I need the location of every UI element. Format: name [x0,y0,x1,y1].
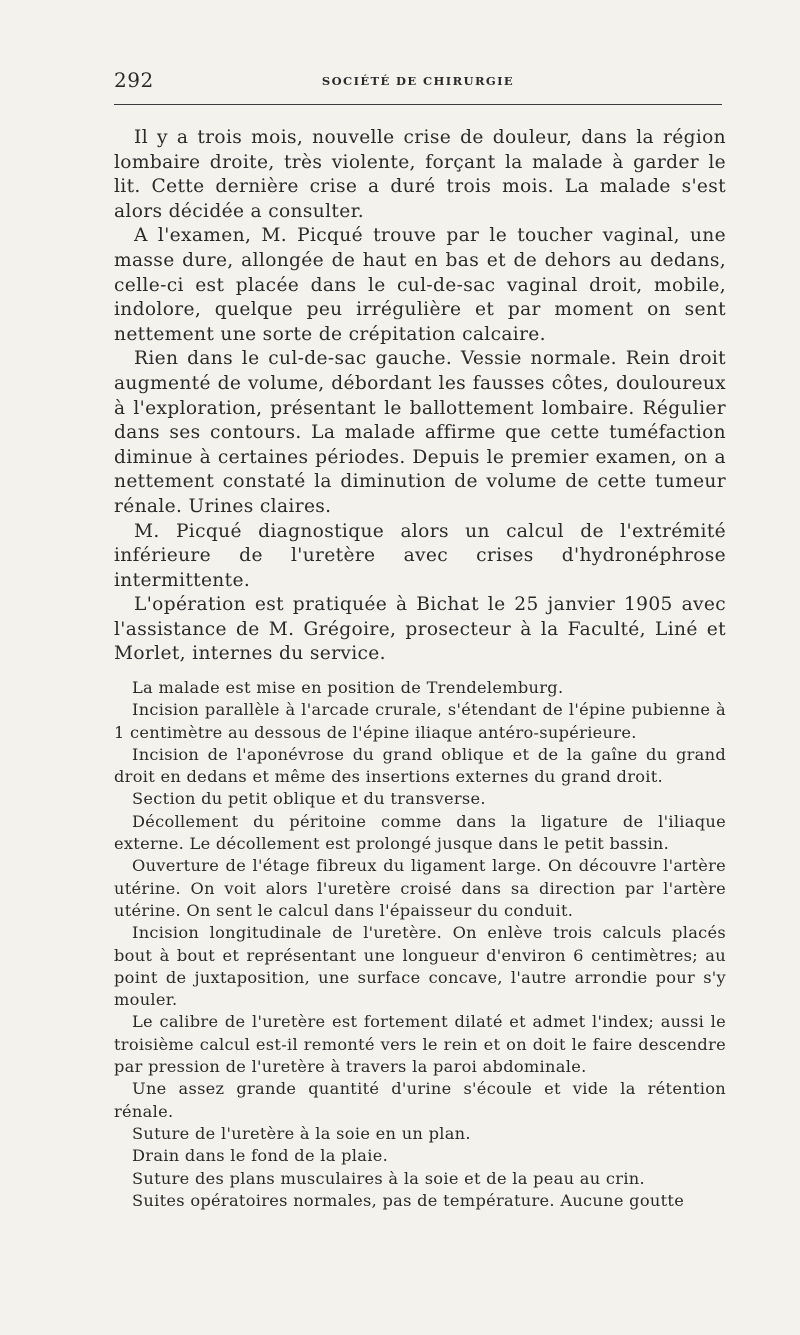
op-step-drain: Drain dans le fond de la plaie. [132,1146,389,1166]
op-step-ureter-incision: Incision longitudinale de l'uretère. On enlève trois calculs placés bout à bout et représentant une longueur d'environ 6 centimètres; au point de juxtaposition, une surface concave, l'autre arrondie pour s'y mouler. [114,923,726,1010]
op-step-ligament: Ouverture de l'étage fibreux du ligament large. On découvre l'artère utérine. On voit alors l'uretère croisé dans sa direction par l'artère utérine. On sent le calcul dans l'épaisseur du conduit. [114,856,726,920]
paragraph-examination: A l'examen, M. Picqué trouve par le toucher vaginal, une masse dure, allongée de haut en bas et de dehors au dedans, celle-ci est placée dans le cul-de-sac vaginal droit, mobile, indolore, quelque peu irrégulière et par moment on sent nettement une sorte de crépitation calcaire. [114,225,726,345]
op-step-position: La malade est mise en position de Trendelemburg. [132,678,564,697]
page-header [114,68,722,98]
paragraph-crisis: Il y a trois mois, nouvelle crise de douleur, dans la région lombaire droite, très violente, forçant la malade à garder le lit. Cette dernière crise a duré trois mois. La malade s'est alors décidée a consulter. [114,127,726,222]
page-number: 292 [114,68,154,92]
op-step-incision: Incision parallèle à l'arcade crurale, s'étendant de l'épine pubienne à 1 centimètre au dessous de l'épine iliaque antéro-supérieure. [114,700,726,742]
paragraph-diagnosis: M. Picqué diagnostique alors un calcul de l'extrémité inférieure de l'uretère avec crises d'hydronéphrose intermittente. [114,520,726,591]
op-step-muscle-suture: Suture des plans musculaires à la soie et de la peau au crin. [132,1168,645,1188]
op-step-aponeurosis: Incision de l'aponévrose du grand oblique et de la gaîne du grand droit en dedans et même des insertions externes du grand droit. [114,744,726,787]
case-history-text [114,126,726,667]
running-title: SOCIÉTÉ DE CHIRURGIE [321,74,515,88]
paragraph-operation-date: L'opération est pratiquée à Bichat le 25 janvier 1905 avec l'assistance de M. Grégoire, prosecteur à la Faculté, Liné et Morlet, internes du service. [114,594,726,665]
op-step-calibre: Le calibre de l'uretère est fortement dilaté et admet l'index; aussi le troisième calcul est-il remonté vers le rein et on doit le faire descendre par pression de l'uretère à travers la paroi abdominale. [114,1012,726,1077]
header-rule [114,104,722,105]
op-step-urine: Une assez grande quantité d'urine s'écoule et vide la rétention rénale. [114,1079,726,1121]
op-step-peritoneum: Décollement du péritoine comme dans la ligature de l'iliaque externe. Le décollement est prolongé jusque dans le petit bassin. [114,811,726,854]
op-step-section: Section du petit oblique et du transverse. [132,789,486,809]
op-step-aftermath: Suites opératoires normales, pas de température. Aucune goutte [132,1190,685,1210]
paragraph-findings: Rien dans le cul-de-sac gauche. Vessie normale. Rein droit augmenté de volume, débordant les fausses côtes, douloureux à l'exploration, présentant le ballottement lombaire. Régulier dans ses contours. La malade affirme que cette tuméfaction diminue à certaines périodes. Depuis le premier examen, on a nettement constaté la diminution de volume de cette tumeur rénale. Urines claires. [114,348,726,517]
op-step-ureter-suture: Suture de l'uretère à la soie en un plan. [132,1123,471,1143]
operation-report-text [114,677,726,1212]
